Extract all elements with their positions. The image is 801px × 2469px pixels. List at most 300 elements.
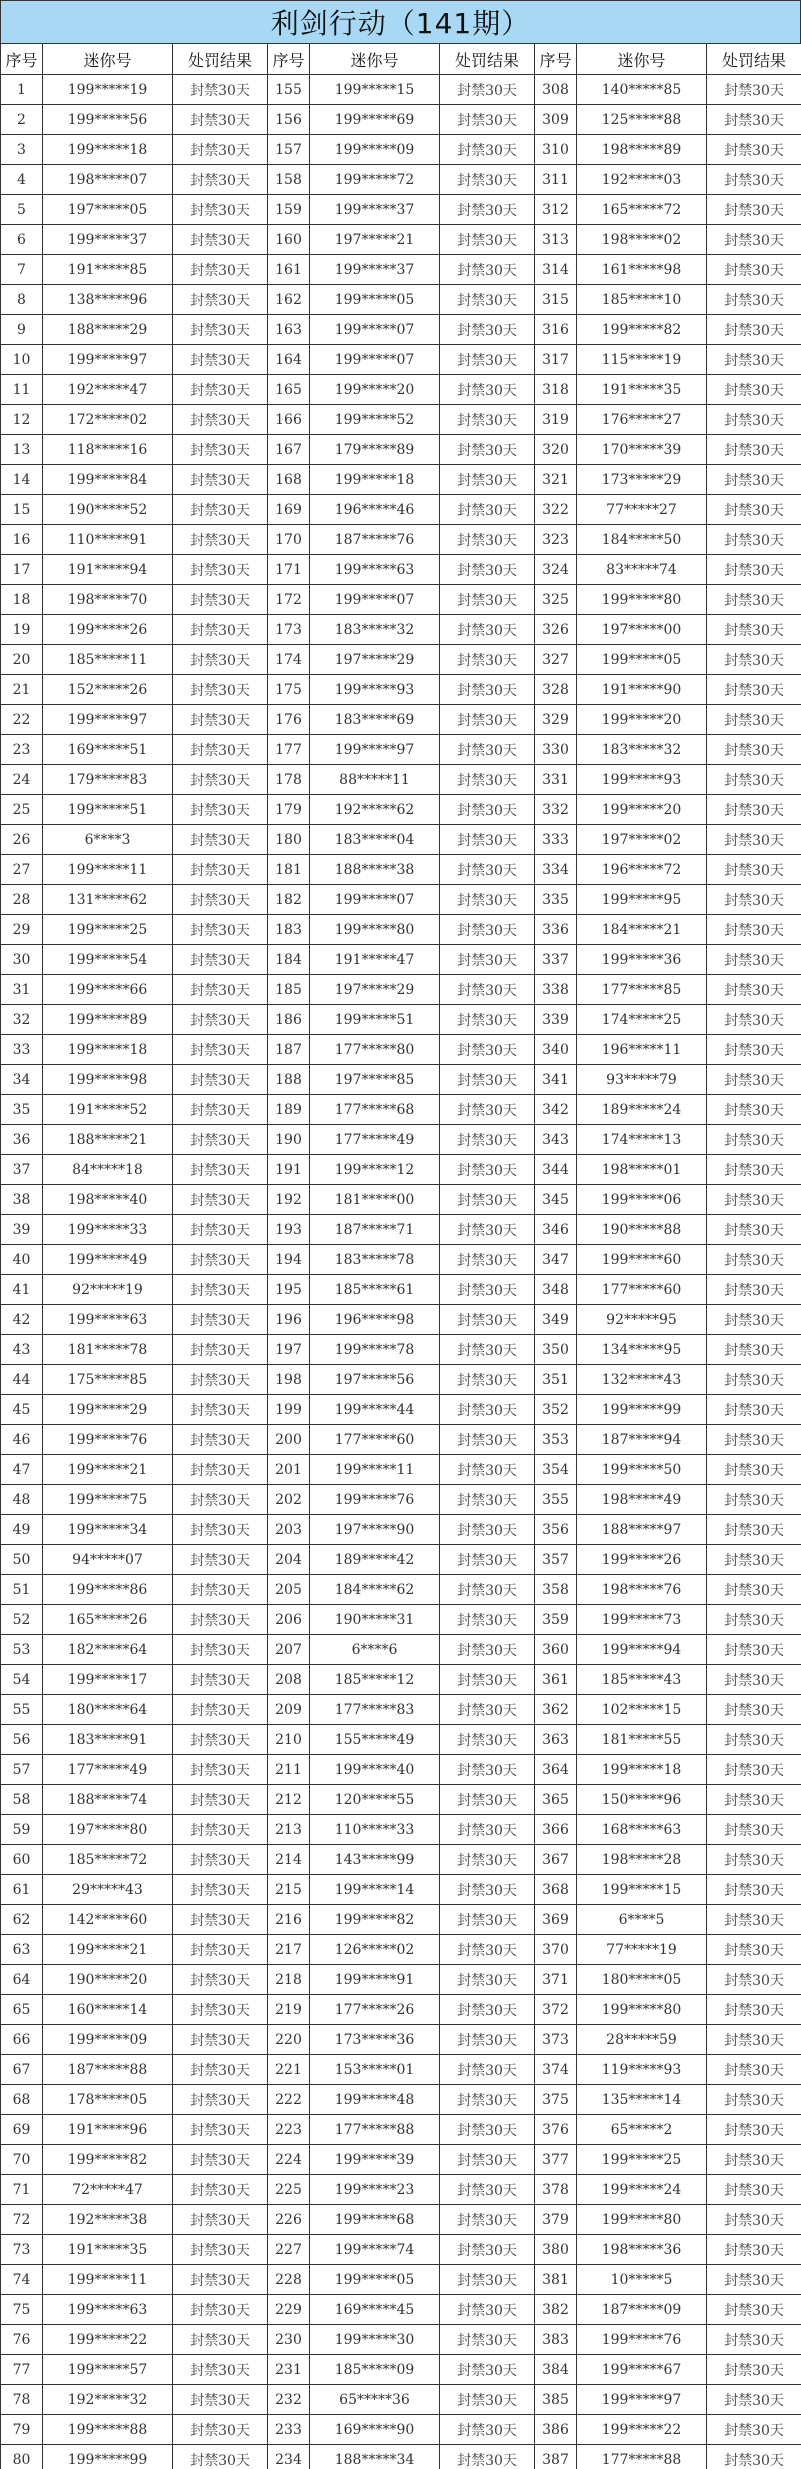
table-row	[1, 465, 801, 495]
row-index: 385	[535, 2385, 577, 2415]
player-id: 173*****36	[310, 2025, 440, 2055]
penalty-result: 封禁30天	[440, 1875, 535, 1905]
row-index: 67	[1, 2055, 43, 2085]
player-id: 199*****20	[577, 795, 707, 825]
player-id: 198*****40	[43, 1185, 173, 1215]
row-index: 62	[1, 1905, 43, 1935]
player-id: 183*****04	[310, 825, 440, 855]
row-index: 234	[268, 2445, 310, 2469]
player-id: 199*****76	[43, 1425, 173, 1455]
player-id: 6****3	[43, 825, 173, 855]
penalty-result: 封禁30天	[707, 1245, 801, 1275]
table-row	[1, 1425, 801, 1455]
header-index: 序号	[1, 44, 43, 75]
player-id: 199*****26	[43, 615, 173, 645]
penalty-result: 封禁30天	[440, 2235, 535, 2265]
penalty-result: 封禁30天	[173, 2355, 268, 2385]
row-index: 375	[535, 2085, 577, 2115]
player-id: 88*****11	[310, 765, 440, 795]
penalty-result: 封禁30天	[173, 2055, 268, 2085]
player-id: 199*****57	[43, 2355, 173, 2385]
row-index: 19	[1, 615, 43, 645]
row-index: 182	[268, 885, 310, 915]
penalty-result: 封禁30天	[707, 2265, 801, 2295]
penalty-result: 封禁30天	[173, 1395, 268, 1425]
row-index: 224	[268, 2145, 310, 2175]
table-row	[1, 1065, 801, 1095]
player-id: 173*****29	[577, 465, 707, 495]
penalty-result: 封禁30天	[440, 615, 535, 645]
row-index: 157	[268, 135, 310, 165]
player-id: 199*****51	[310, 1005, 440, 1035]
row-index: 176	[268, 705, 310, 735]
player-id: 199*****74	[310, 2235, 440, 2265]
player-id: 199*****33	[43, 1215, 173, 1245]
row-index: 169	[268, 495, 310, 525]
row-index: 28	[1, 885, 43, 915]
penalty-result: 封禁30天	[173, 1995, 268, 2025]
player-id: 199*****93	[577, 765, 707, 795]
player-id: 190*****52	[43, 495, 173, 525]
row-index: 314	[535, 255, 577, 285]
table-row	[1, 2325, 801, 2355]
row-index: 5	[1, 195, 43, 225]
row-index: 355	[535, 1485, 577, 1515]
penalty-result: 封禁30天	[707, 1665, 801, 1695]
row-index: 58	[1, 1785, 43, 1815]
row-index: 328	[535, 675, 577, 705]
penalty-result: 封禁30天	[440, 135, 535, 165]
row-index: 185	[268, 975, 310, 1005]
penalty-result: 封禁30天	[440, 1995, 535, 2025]
row-index: 77	[1, 2355, 43, 2385]
penalty-result: 封禁30天	[707, 435, 801, 465]
penalty-result: 封禁30天	[707, 855, 801, 885]
player-id: 29*****43	[43, 1875, 173, 1905]
row-index: 188	[268, 1065, 310, 1095]
row-index: 17	[1, 555, 43, 585]
table-row	[1, 1845, 801, 1875]
row-index: 309	[535, 105, 577, 135]
player-id: 199*****97	[577, 2385, 707, 2415]
player-id: 185*****72	[43, 1845, 173, 1875]
penalty-result: 封禁30天	[707, 1725, 801, 1755]
row-index: 333	[535, 825, 577, 855]
row-index: 200	[268, 1425, 310, 1455]
penalty-result: 封禁30天	[440, 1665, 535, 1695]
player-id: 187*****09	[577, 2295, 707, 2325]
row-index: 24	[1, 765, 43, 795]
row-index: 172	[268, 585, 310, 615]
penalty-result: 封禁30天	[440, 2325, 535, 2355]
table-row	[1, 1815, 801, 1845]
player-id: 199*****11	[310, 1455, 440, 1485]
player-id: 135*****14	[577, 2085, 707, 2115]
penalty-result: 封禁30天	[440, 1185, 535, 1215]
row-index: 33	[1, 1035, 43, 1065]
row-index: 60	[1, 1845, 43, 1875]
penalty-result: 封禁30天	[440, 645, 535, 675]
player-id: 199*****05	[577, 645, 707, 675]
row-index: 6	[1, 225, 43, 255]
header-result: 处罚结果	[707, 44, 801, 75]
player-id: 65*****2	[577, 2115, 707, 2145]
penalty-result: 封禁30天	[707, 375, 801, 405]
player-id: 199*****37	[43, 225, 173, 255]
table-row	[1, 2055, 801, 2085]
penalty-result: 封禁30天	[707, 1455, 801, 1485]
row-index: 175	[268, 675, 310, 705]
penalty-result: 封禁30天	[707, 1395, 801, 1425]
player-id: 183*****69	[310, 705, 440, 735]
row-index: 219	[268, 1995, 310, 2025]
row-index: 37	[1, 1155, 43, 1185]
player-id: 142*****60	[43, 1905, 173, 1935]
player-id: 199*****05	[310, 2265, 440, 2295]
row-index: 350	[535, 1335, 577, 1365]
penalty-result: 封禁30天	[173, 2235, 268, 2265]
player-id: 199*****76	[577, 2325, 707, 2355]
row-index: 36	[1, 1125, 43, 1155]
player-id: 174*****25	[577, 1005, 707, 1035]
table-row	[1, 435, 801, 465]
penalty-result: 封禁30天	[707, 285, 801, 315]
player-id: 199*****82	[43, 2145, 173, 2175]
header-index: 序号	[268, 44, 310, 75]
player-id: 199*****11	[43, 2265, 173, 2295]
player-id: 192*****62	[310, 795, 440, 825]
penalty-result: 封禁30天	[440, 2205, 535, 2235]
table-row	[1, 885, 801, 915]
row-index: 335	[535, 885, 577, 915]
player-id: 199*****66	[43, 975, 173, 1005]
penalty-result: 封禁30天	[707, 1785, 801, 1815]
row-index: 212	[268, 1785, 310, 1815]
table-row	[1, 1575, 801, 1605]
row-index: 332	[535, 795, 577, 825]
row-index: 380	[535, 2235, 577, 2265]
penalty-result: 封禁30天	[440, 435, 535, 465]
penalty-result: 封禁30天	[440, 1125, 535, 1155]
player-id: 199*****51	[43, 795, 173, 825]
penalty-result: 封禁30天	[440, 495, 535, 525]
row-index: 76	[1, 2325, 43, 2355]
row-index: 381	[535, 2265, 577, 2295]
penalty-result: 封禁30天	[707, 1155, 801, 1185]
row-index: 38	[1, 1185, 43, 1215]
penalty-result: 封禁30天	[440, 1035, 535, 1065]
penalty-result: 封禁30天	[440, 555, 535, 585]
player-id: 197*****85	[310, 1065, 440, 1095]
penalty-result: 封禁30天	[173, 1815, 268, 1845]
row-index: 377	[535, 2145, 577, 2175]
penalty-result: 封禁30天	[173, 1185, 268, 1215]
row-index: 319	[535, 405, 577, 435]
player-id: 199*****18	[310, 465, 440, 495]
row-index: 163	[268, 315, 310, 345]
row-index: 68	[1, 2085, 43, 2115]
player-id: 125*****88	[577, 105, 707, 135]
row-index: 369	[535, 1905, 577, 1935]
row-index: 4	[1, 165, 43, 195]
row-index: 206	[268, 1605, 310, 1635]
player-id: 84*****18	[43, 1155, 173, 1185]
row-index: 174	[268, 645, 310, 675]
penalty-result: 封禁30天	[707, 1905, 801, 1935]
row-index: 318	[535, 375, 577, 405]
penalty-result: 封禁30天	[707, 765, 801, 795]
player-id: 199*****89	[43, 1005, 173, 1035]
table-row	[1, 225, 801, 255]
player-id: 140*****85	[577, 75, 707, 105]
row-index: 168	[268, 465, 310, 495]
row-index: 197	[268, 1335, 310, 1365]
player-id: 199*****44	[310, 1395, 440, 1425]
row-index: 230	[268, 2325, 310, 2355]
penalty-result: 封禁30天	[173, 1155, 268, 1185]
player-id: 187*****71	[310, 1215, 440, 1245]
row-index: 216	[268, 1905, 310, 1935]
penalty-result: 封禁30天	[440, 525, 535, 555]
penalty-result: 封禁30天	[707, 1185, 801, 1215]
table-row	[1, 105, 801, 135]
penalty-result: 封禁30天	[440, 195, 535, 225]
player-id: 190*****20	[43, 1965, 173, 1995]
penalty-result: 封禁30天	[440, 1905, 535, 1935]
penalty-result: 封禁30天	[173, 105, 268, 135]
player-id: 187*****88	[43, 2055, 173, 2085]
row-index: 308	[535, 75, 577, 105]
row-index: 231	[268, 2355, 310, 2385]
player-id: 185*****11	[43, 645, 173, 675]
penalty-result: 封禁30天	[173, 2265, 268, 2295]
row-index: 215	[268, 1875, 310, 1905]
row-index: 186	[268, 1005, 310, 1035]
penalty-result: 封禁30天	[173, 1935, 268, 1965]
row-index: 61	[1, 1875, 43, 1905]
row-index: 11	[1, 375, 43, 405]
row-index: 30	[1, 945, 43, 975]
player-id: 177*****88	[310, 2115, 440, 2145]
row-index: 78	[1, 2385, 43, 2415]
row-index: 201	[268, 1455, 310, 1485]
penalty-result: 封禁30天	[173, 345, 268, 375]
row-index: 170	[268, 525, 310, 555]
penalty-result: 封禁30天	[173, 2445, 268, 2469]
table-row	[1, 585, 801, 615]
player-id: 199*****63	[310, 555, 440, 585]
table-row	[1, 2115, 801, 2145]
penalty-result: 封禁30天	[707, 495, 801, 525]
player-id: 199*****07	[310, 885, 440, 915]
row-index: 26	[1, 825, 43, 855]
player-id: 199*****26	[577, 1545, 707, 1575]
table-row	[1, 1185, 801, 1215]
header-row	[1, 44, 801, 75]
penalty-result: 封禁30天	[440, 1965, 535, 1995]
penalty-result: 封禁30天	[707, 75, 801, 105]
player-id: 199*****93	[310, 675, 440, 705]
penalty-result: 封禁30天	[440, 1455, 535, 1485]
row-index: 323	[535, 525, 577, 555]
player-id: 199*****49	[43, 1245, 173, 1275]
penalty-result: 封禁30天	[707, 1275, 801, 1305]
row-index: 8	[1, 285, 43, 315]
penalty-result: 封禁30天	[440, 855, 535, 885]
row-index: 155	[268, 75, 310, 105]
row-index: 183	[268, 915, 310, 945]
row-index: 370	[535, 1935, 577, 1965]
penalty-result: 封禁30天	[173, 1095, 268, 1125]
row-index: 171	[268, 555, 310, 585]
player-id: 188*****97	[577, 1515, 707, 1545]
player-id: 199*****48	[310, 2085, 440, 2115]
row-index: 356	[535, 1515, 577, 1545]
player-id: 134*****95	[577, 1335, 707, 1365]
player-id: 92*****95	[577, 1305, 707, 1335]
player-id: 192*****47	[43, 375, 173, 405]
table-row	[1, 1365, 801, 1395]
penalty-result: 封禁30天	[173, 1245, 268, 1275]
row-index: 348	[535, 1275, 577, 1305]
player-id: 177*****83	[310, 1695, 440, 1725]
penalty-result: 封禁30天	[173, 2415, 268, 2445]
row-index: 2	[1, 105, 43, 135]
player-id: 197*****56	[310, 1365, 440, 1395]
player-id: 198*****70	[43, 585, 173, 615]
table-row	[1, 855, 801, 885]
penalty-result: 封禁30天	[707, 1425, 801, 1455]
player-id: 188*****34	[310, 2445, 440, 2469]
penalty-result: 封禁30天	[440, 705, 535, 735]
row-index: 210	[268, 1725, 310, 1755]
row-index: 337	[535, 945, 577, 975]
player-id: 155*****49	[310, 1725, 440, 1755]
penalty-result: 封禁30天	[173, 1305, 268, 1335]
row-index: 13	[1, 435, 43, 465]
penalty-result: 封禁30天	[440, 1575, 535, 1605]
player-id: 110*****91	[43, 525, 173, 555]
penalty-result: 封禁30天	[440, 405, 535, 435]
player-id: 190*****88	[577, 1215, 707, 1245]
penalty-result: 封禁30天	[440, 1275, 535, 1305]
row-index: 162	[268, 285, 310, 315]
table-row	[1, 1545, 801, 1575]
row-index: 205	[268, 1575, 310, 1605]
player-id: 199*****68	[310, 2205, 440, 2235]
row-index: 358	[535, 1575, 577, 1605]
player-id: 188*****21	[43, 1125, 173, 1155]
player-id: 187*****76	[310, 525, 440, 555]
row-index: 232	[268, 2385, 310, 2415]
row-index: 334	[535, 855, 577, 885]
table-row	[1, 1005, 801, 1035]
row-index: 317	[535, 345, 577, 375]
player-id: 177*****85	[577, 975, 707, 1005]
row-index: 40	[1, 1245, 43, 1275]
table-row	[1, 315, 801, 345]
penalty-result: 封禁30天	[173, 735, 268, 765]
penalty-result: 封禁30天	[173, 1845, 268, 1875]
table-row	[1, 795, 801, 825]
penalty-result: 封禁30天	[440, 225, 535, 255]
penalty-result: 封禁30天	[707, 585, 801, 615]
penalty-result: 封禁30天	[173, 495, 268, 525]
row-index: 44	[1, 1365, 43, 1395]
row-index: 29	[1, 915, 43, 945]
penalty-result: 封禁30天	[707, 645, 801, 675]
row-index: 349	[535, 1305, 577, 1335]
row-index: 386	[535, 2415, 577, 2445]
penalty-result: 封禁30天	[173, 1545, 268, 1575]
penalty-result: 封禁30天	[173, 525, 268, 555]
row-index: 46	[1, 1425, 43, 1455]
penalty-result: 封禁30天	[173, 1035, 268, 1065]
player-id: 199*****40	[310, 1755, 440, 1785]
player-id: 184*****62	[310, 1575, 440, 1605]
row-index: 321	[535, 465, 577, 495]
row-index: 177	[268, 735, 310, 765]
player-id: 199*****60	[577, 1245, 707, 1275]
row-index: 371	[535, 1965, 577, 1995]
player-id: 196*****11	[577, 1035, 707, 1065]
penalty-result: 封禁30天	[440, 1755, 535, 1785]
row-index: 367	[535, 1845, 577, 1875]
row-index: 354	[535, 1455, 577, 1485]
penalty-result: 封禁30天	[440, 2445, 535, 2469]
player-id: 185*****12	[310, 1665, 440, 1695]
table-row	[1, 2175, 801, 2205]
player-id: 199*****25	[43, 915, 173, 945]
penalty-result: 封禁30天	[707, 315, 801, 345]
player-id: 199*****18	[43, 135, 173, 165]
player-id: 199*****99	[577, 1395, 707, 1425]
player-id: 190*****31	[310, 1605, 440, 1635]
penalty-result: 封禁30天	[173, 765, 268, 795]
penalty-result: 封禁30天	[707, 255, 801, 285]
row-index: 184	[268, 945, 310, 975]
row-index: 79	[1, 2415, 43, 2445]
penalty-result: 封禁30天	[440, 1935, 535, 1965]
player-id: 199*****52	[310, 405, 440, 435]
penalty-result: 封禁30天	[173, 1215, 268, 1245]
ban-list-table	[0, 43, 801, 2469]
player-id: 153*****01	[310, 2055, 440, 2085]
row-index: 50	[1, 1545, 43, 1575]
table-row	[1, 1455, 801, 1485]
penalty-result: 封禁30天	[173, 1785, 268, 1815]
player-id: 181*****78	[43, 1335, 173, 1365]
player-id: 188*****29	[43, 315, 173, 345]
penalty-result: 封禁30天	[707, 1125, 801, 1155]
player-id: 199*****86	[43, 1575, 173, 1605]
row-index: 52	[1, 1605, 43, 1635]
penalty-result: 封禁30天	[440, 735, 535, 765]
penalty-result: 封禁30天	[707, 885, 801, 915]
row-index: 31	[1, 975, 43, 1005]
penalty-result: 封禁30天	[440, 105, 535, 135]
row-index: 376	[535, 2115, 577, 2145]
table-row	[1, 195, 801, 225]
penalty-result: 封禁30天	[173, 1365, 268, 1395]
player-id: 199*****63	[43, 2295, 173, 2325]
player-id: 177*****88	[577, 2445, 707, 2469]
table-row	[1, 1515, 801, 1545]
row-index: 66	[1, 2025, 43, 2055]
row-index: 161	[268, 255, 310, 285]
penalty-result: 封禁30天	[707, 1095, 801, 1125]
row-index: 351	[535, 1365, 577, 1395]
